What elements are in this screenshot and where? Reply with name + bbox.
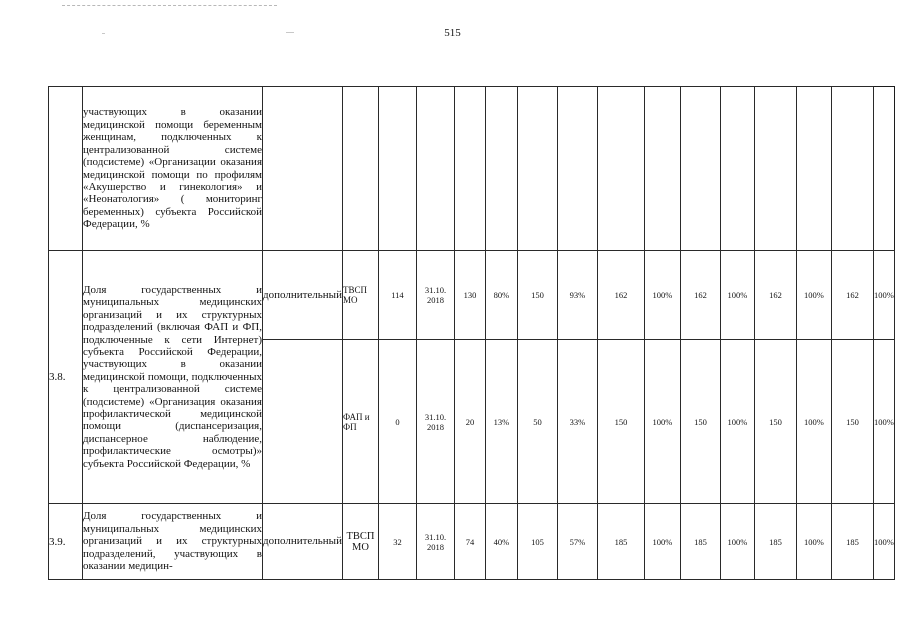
percent-2024: 100% [873, 251, 894, 340]
percent-2022: 100% [720, 504, 754, 580]
indicator-description: Доля государственных и муниципальных медицинских организаций и их структурных подразделений, участвующих в оказании медицин- [83, 504, 263, 580]
value-2023: 162 [754, 251, 796, 340]
table-row [49, 87, 895, 251]
table-row [49, 504, 895, 580]
table-cell [517, 87, 557, 251]
value-2024: 162 [831, 251, 873, 340]
page-number: 515 [444, 27, 461, 39]
data-table [48, 86, 895, 580]
percent-2024: 100% [873, 504, 894, 580]
table-cell [597, 87, 644, 251]
percent-2022: 100% [720, 340, 754, 504]
percent-2019: 40% [485, 504, 517, 580]
percent-2022: 100% [720, 251, 754, 340]
indicator-type [263, 340, 343, 504]
value-2023: 150 [754, 340, 796, 504]
indicator-description: участвующих в оказании медицинской помощи беременным женщинам, подключенных к централизованной системе (подсистеме) «Организации оказания медицинской помощи по профилям «Акушерство и гинекология» и «Неонатология» ( мониторинг беременных) субъекта Российской Федерации, % [83, 87, 263, 251]
value-2019: 74 [454, 504, 485, 580]
value-2021: 185 [597, 504, 644, 580]
row-number: 3.8. [49, 251, 83, 504]
indicator-type: дополнительный [263, 504, 343, 580]
percent-2020: 33% [557, 340, 597, 504]
value-2024: 150 [831, 340, 873, 504]
table-cell [680, 87, 720, 251]
table-cell [754, 87, 796, 251]
table-cell [644, 87, 680, 251]
base-date: 31.10. 2018 [416, 504, 454, 580]
percent-2019: 13% [485, 340, 517, 504]
indicator-type: дополнительный [263, 251, 343, 340]
table-cell [796, 87, 831, 251]
percent-2020: 57% [557, 504, 597, 580]
table-cell [416, 87, 454, 251]
table-cell [557, 87, 597, 251]
table-cell [454, 87, 485, 251]
value-2020: 105 [517, 504, 557, 580]
scan-artifact-line [62, 5, 277, 6]
percent-2019: 80% [485, 251, 517, 340]
value-2022: 185 [680, 504, 720, 580]
value-2021: 162 [597, 251, 644, 340]
base-date: 31.10. 2018 [416, 340, 454, 504]
organization-type: ФАП и ФП [342, 340, 378, 504]
table-cell [378, 87, 416, 251]
base-value: 0 [378, 340, 416, 504]
base-date: 31.10. 2018 [416, 251, 454, 340]
value-2020: 50 [517, 340, 557, 504]
table-cell [720, 87, 754, 251]
table-cell [831, 87, 873, 251]
percent-2023: 100% [796, 251, 831, 340]
table-row [49, 251, 895, 340]
value-2024: 185 [831, 504, 873, 580]
percent-2023: 100% [796, 504, 831, 580]
value-2019: 130 [454, 251, 485, 340]
organization-type: ТВСП МО [342, 504, 378, 580]
percent-2021: 100% [644, 251, 680, 340]
value-2022: 162 [680, 251, 720, 340]
table-cell [342, 87, 378, 251]
value-2019: 20 [454, 340, 485, 504]
indicator-type [263, 87, 343, 251]
value-2020: 150 [517, 251, 557, 340]
value-2021: 150 [597, 340, 644, 504]
row-number [49, 87, 83, 251]
base-value: 114 [378, 251, 416, 340]
value-2023: 185 [754, 504, 796, 580]
base-value: 32 [378, 504, 416, 580]
percent-2021: 100% [644, 340, 680, 504]
row-number: 3.9. [49, 504, 83, 580]
percent-2021: 100% [644, 504, 680, 580]
table-cell [485, 87, 517, 251]
value-2022: 150 [680, 340, 720, 504]
indicator-description: Доля государственных и муниципальных медицинских организаций и их структурных подразделений (включая ФАП и ФП, подключенные к сети Интернет) субъекта Российской Федерации, участвующих в оказании медицинской помощи, подключенных к централизованной системе (подсистеме) «Организация оказания профилактической медицинской помощи (диспансеризация, диспансерное наблюдение, профилактические осмотры)» субъекта Российской Федерации, % [83, 251, 263, 504]
percent-2024: 100% [873, 340, 894, 504]
percent-2020: 93% [557, 251, 597, 340]
organization-type: ТВСП МО [342, 251, 378, 340]
percent-2023: 100% [796, 340, 831, 504]
